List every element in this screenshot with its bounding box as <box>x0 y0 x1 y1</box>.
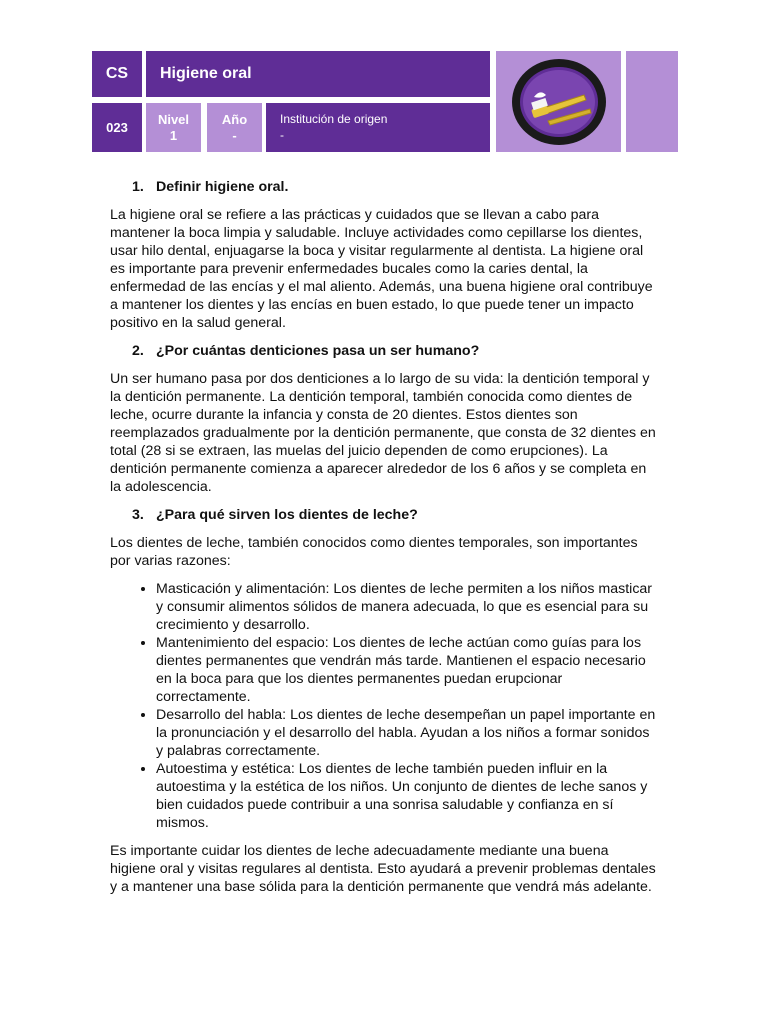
institucion-label: Institución de origen <box>280 112 388 126</box>
reasons-list <box>110 580 658 832</box>
answer-2: Un ser humano pasa por dos denticiones a lo largo de su vida: la dentición temporal y la dentición permanente. La dentición temporal, también conocida como dientes de leche, ocurre durante la infancia y consta de 20 dientes. Estos dientes son reemplazados gradualmente por la dentición permanente, que consta de 32 dientes en total (28 si se extraen, las muelas del juicio dependen de como erupciones). La dentición permanente comienza a aparecer alrededor de los 6 años y se completa en la adolescencia. <box>110 371 656 495</box>
question-3 <box>132 506 658 524</box>
list-item: • Desarrollo del habla: Los dientes de leche desempeñan un papel importante en la pronunciación y el desarrollo del habla. Ayudan a los niños a formar sonidos y palabras correctamente. <box>156 706 658 760</box>
question-2-text: ¿Por cuántas denticiones pasa un ser humano? <box>156 343 480 359</box>
answer-1: La higiene oral se refiere a las prácticas y cuidados que se llevan a cabo para mantener la boca limpia y saludable. Incluye actividades como cepillarse los dientes, usar hilo dental, enjuagarse la boca y visitar regularmente al dentista. La higiene oral es importante para prevenir enfermedades bucales como la caries dental, la enfermedad de las encías y el mal aliento. Además, una buena higiene oral contribuye a mantener los dientes y las encías en buen estado, lo que puede tener un impacto positivo en la salud general. <box>110 207 653 331</box>
nivel-value: 1 <box>169 128 178 143</box>
page-title: Higiene oral <box>160 65 252 82</box>
side-color-strip <box>626 51 678 152</box>
nivel-box <box>146 103 201 152</box>
sheet-number: 023 <box>106 120 128 135</box>
subject-code: CS <box>105 65 129 82</box>
question-2-number: 2. <box>132 343 144 359</box>
question-3-text: ¿Para qué sirven los dientes de leche? <box>156 507 418 523</box>
question-1-number: 1. <box>132 179 144 195</box>
answer-3-conclusion: Es importante cuidar los dientes de leche adecuadamente mediante una buena higiene oral y visitas regulares al dentista. Esto ayudará a prevenir problemas dentales y a mantener una base sólida para la dentición permanente que vendrá más adelante. <box>110 843 656 895</box>
logo-box <box>496 51 621 152</box>
list-item: • Autoestima y estética: Los dientes de leche también pueden influir en la autoestima y la estética de los niños. Un conjunto de dientes de leche sanos y bien cuidados puede contribuir a una sonrisa saludable y confianza en sí mismos. <box>156 760 658 832</box>
toothbrush-icon <box>510 57 608 147</box>
question-3-number: 3. <box>132 507 144 523</box>
document-body <box>110 178 658 906</box>
anio-value: - <box>232 128 237 143</box>
list-item: • Masticación y alimentación: Los dientes de leche permiten a los niños masticar y consumir alimentos sólidos de manera adecuada, lo que es esencial para su crecimiento y desarrollo. <box>156 580 658 634</box>
answer-3-intro: Los dientes de leche, también conocidos como dientes temporales, son importantes por varias razones: <box>110 535 638 569</box>
question-1 <box>132 178 658 196</box>
anio-box <box>207 103 262 152</box>
institucion-box <box>266 103 490 152</box>
title-bar <box>146 51 490 97</box>
institucion-value: - <box>280 128 284 142</box>
sheet-number-badge <box>92 103 142 152</box>
question-2 <box>132 342 658 360</box>
list-item: • Mantenimiento del espacio: Los dientes de leche actúan como guías para los dientes permanentes que vendrán más tarde. Mantienen el espacio necesario en la boca para que los dientes permanentes puedan erupcionar correctamente. <box>156 634 658 706</box>
question-1-text: Definir higiene oral. <box>156 179 289 195</box>
anio-label: Año <box>221 112 248 127</box>
nivel-label: Nivel <box>157 112 190 127</box>
subject-code-badge <box>92 51 142 97</box>
